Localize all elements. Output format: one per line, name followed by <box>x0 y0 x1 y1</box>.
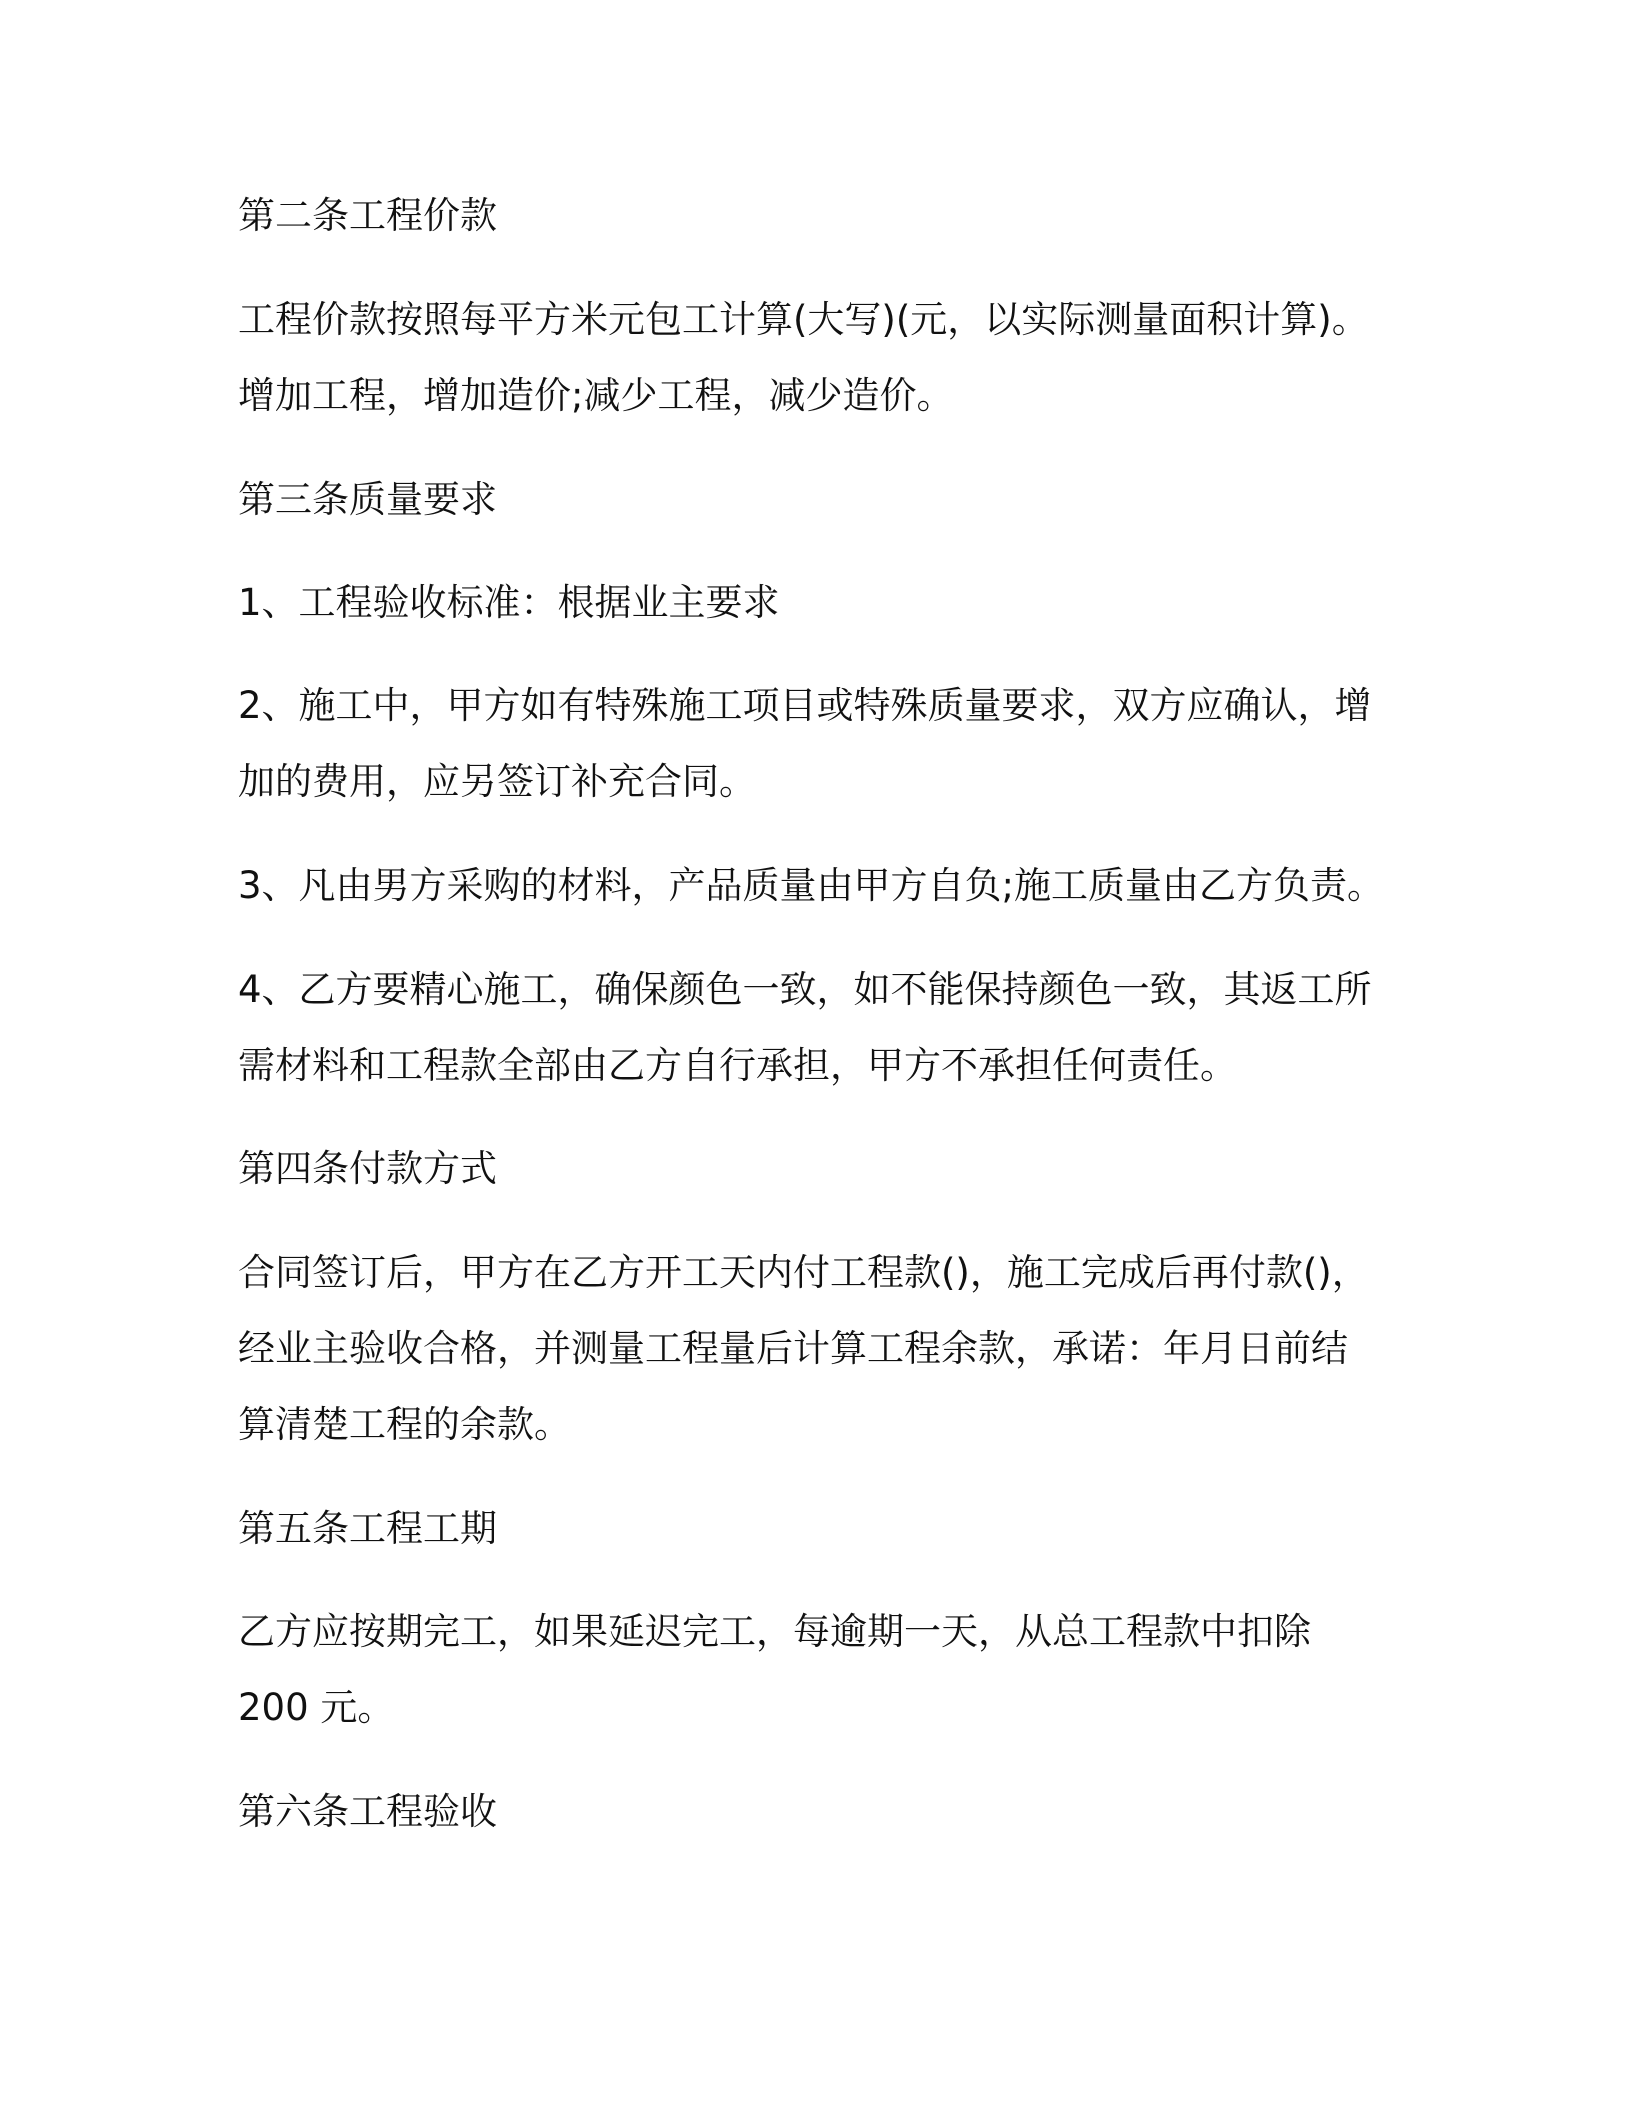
section-heading-payment: 第四条付款方式 <box>238 1147 497 1190</box>
paragraph-line: 工程价款按照每平方米元包工计算(大写)(元，以实际测量面积计算)。 <box>238 298 1369 341</box>
list-item-4-cont: 需材料和工程款全部由乙方自行承担，甲方不承担任何责任。 <box>238 1044 1237 1087</box>
list-item-3: 3、凡由男方采购的材料，产品质量由甲方自负;施工质量由乙方负责。 <box>238 864 1385 907</box>
list-item-2: 2、施工中，甲方如有特殊施工项目或特殊质量要求，双方应确认，增 <box>238 684 1372 727</box>
paragraph-line: 经业主验收合格，并测量工程量后计算工程余款，承诺：年月日前结 <box>238 1327 1348 1370</box>
section-heading-acceptance: 第六条工程验收 <box>238 1790 497 1833</box>
list-item-1: 1、工程验收标准：根据业主要求 <box>238 581 780 624</box>
section-heading-price: 第二条工程价款 <box>238 194 497 237</box>
paragraph-line: 算清楚工程的余款。 <box>238 1403 571 1446</box>
paragraph-line: 合同签订后，甲方在乙方开工天内付工程款()，施工完成后再付款()， <box>238 1251 1369 1294</box>
paragraph-line: 200 元。 <box>238 1686 395 1729</box>
paragraph-line: 乙方应按期完工，如果延迟完工，每逾期一天，从总工程款中扣除 <box>238 1610 1311 1653</box>
paragraph-line: 增加工程，增加造价;减少工程，减少造价。 <box>238 374 954 417</box>
list-item-4: 4、乙方要精心施工，确保颜色一致，如不能保持颜色一致，其返工所 <box>238 968 1372 1011</box>
section-heading-quality: 第三条质量要求 <box>238 478 497 521</box>
list-item-2-cont: 加的费用，应另签订补充合同。 <box>238 760 756 803</box>
section-heading-schedule: 第五条工程工期 <box>238 1507 497 1550</box>
